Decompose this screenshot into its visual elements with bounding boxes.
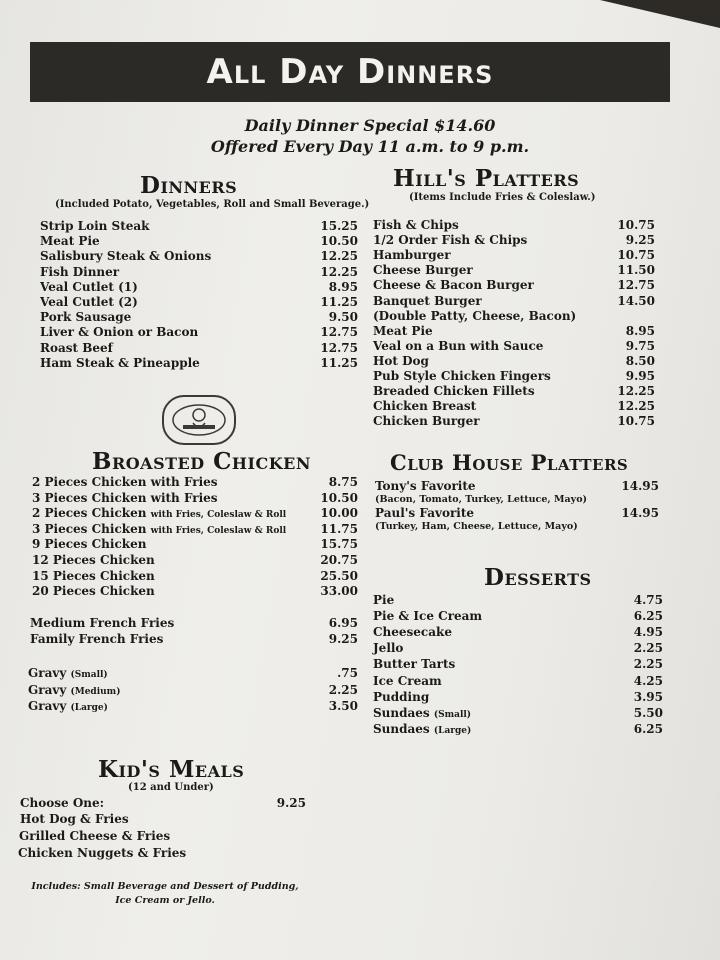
item-price: 8.50 bbox=[625, 353, 655, 368]
item-name bbox=[373, 369, 551, 384]
item-label: Cheese Burger bbox=[373, 263, 473, 278]
kids-option: Chicken Nuggets & Fries bbox=[18, 846, 187, 860]
item-price: 15.25 bbox=[320, 219, 358, 233]
item-label: Medium French Fries bbox=[30, 616, 175, 630]
item-price: 3.95 bbox=[633, 689, 663, 704]
item-label: Pub Style Chicken Fingers bbox=[373, 369, 551, 383]
item-name bbox=[373, 278, 534, 293]
item-name bbox=[373, 399, 476, 414]
item-name bbox=[32, 537, 146, 552]
item-detail: with Fries, Coleslaw & Roll bbox=[150, 525, 287, 536]
dessert-item bbox=[373, 657, 663, 672]
item-name bbox=[40, 295, 138, 310]
item-label: Hot Dog bbox=[373, 353, 429, 368]
item-label: Tony's Favorite bbox=[375, 479, 476, 493]
kids-note bbox=[30, 880, 300, 908]
item-label: Liver & Onion or Bacon bbox=[40, 325, 199, 340]
item-price: 10.75 bbox=[617, 414, 655, 429]
item-label: Hamburger bbox=[373, 248, 451, 263]
item-label: Breaded Chicken Fillets bbox=[373, 384, 535, 399]
item-price: 12.25 bbox=[320, 249, 358, 264]
item-label: Gravy bbox=[28, 682, 67, 697]
item-name bbox=[373, 690, 429, 705]
special-line-2: Offered Every Day 11 a.m. to 9 p.m. bbox=[210, 137, 530, 156]
item-label: Cheesecake bbox=[373, 625, 452, 640]
dinner-item bbox=[40, 341, 358, 356]
item-label: 2 Pieces Chicken bbox=[32, 506, 147, 521]
item-label: Pudding bbox=[373, 689, 430, 704]
item-price: 9.25 bbox=[328, 632, 358, 646]
item-name bbox=[373, 339, 543, 354]
item-label: Gravy bbox=[28, 666, 67, 680]
item-label: Chicken Breast bbox=[373, 399, 477, 414]
dessert-item bbox=[373, 641, 663, 656]
broasted-item bbox=[32, 553, 358, 568]
fries-item bbox=[30, 616, 358, 631]
item-label: Meat Pie bbox=[40, 234, 100, 249]
item-name bbox=[373, 233, 527, 248]
dinners-title: Dinners bbox=[140, 172, 238, 199]
dessert-item bbox=[373, 625, 663, 640]
item-label: Pie & Ice Cream bbox=[373, 609, 483, 624]
item-name bbox=[32, 506, 286, 523]
item-price: 14.95 bbox=[621, 479, 659, 493]
item-label: Ham Steak & Pineapple bbox=[40, 355, 200, 370]
kids-choose-row bbox=[20, 796, 306, 811]
item-price: 2.25 bbox=[633, 641, 663, 656]
item-name bbox=[40, 310, 131, 325]
dessert-item bbox=[373, 706, 663, 723]
item-price: 12.75 bbox=[320, 340, 358, 355]
item-detail: (Small) bbox=[70, 670, 108, 680]
item-label: Sundaes bbox=[373, 705, 430, 720]
item-label: 20 Pieces Chicken bbox=[32, 584, 155, 599]
platter-item bbox=[373, 399, 655, 414]
clubhouse-item-detail: (Turkey, Ham, Cheese, Lettuce, Mayo) bbox=[375, 521, 578, 532]
item-name bbox=[373, 218, 459, 233]
item-label: 9 Pieces Chicken bbox=[32, 537, 147, 552]
item-price: 10.75 bbox=[617, 218, 655, 232]
platter-item bbox=[373, 369, 655, 384]
item-name bbox=[32, 522, 286, 539]
item-price: 3.50 bbox=[328, 699, 358, 713]
kids-note-line-2: Ice Cream or Jello. bbox=[115, 895, 215, 906]
kids-option: Grilled Cheese & Fries bbox=[19, 829, 171, 843]
item-name bbox=[28, 666, 108, 683]
dinner-item bbox=[40, 295, 358, 310]
item-name bbox=[373, 657, 455, 672]
dessert-item bbox=[373, 609, 663, 624]
item-name bbox=[373, 248, 451, 263]
kids-choose-label: Choose One: bbox=[20, 796, 105, 810]
broasted-item bbox=[32, 584, 358, 599]
item-price: 12.75 bbox=[617, 278, 655, 293]
item-label: Chicken Burger bbox=[373, 414, 480, 429]
item-label: 2 Pieces Chicken with Fries bbox=[32, 475, 218, 489]
item-price: 11.25 bbox=[320, 295, 358, 309]
fries-item bbox=[30, 632, 358, 647]
item-name bbox=[40, 219, 150, 234]
item-label: Roast Beef bbox=[40, 340, 113, 355]
kids-option: Hot Dog & Fries bbox=[20, 812, 129, 826]
item-label: 3 Pieces Chicken bbox=[32, 521, 147, 536]
gravy-item bbox=[28, 666, 358, 683]
item-label: 12 Pieces Chicken bbox=[32, 553, 155, 567]
kids-title: Kid's Meals bbox=[98, 756, 245, 783]
item-price: 6.25 bbox=[633, 721, 663, 736]
item-name bbox=[30, 616, 174, 631]
item-price: 10.50 bbox=[320, 234, 358, 249]
platters-title: Hill's Platters bbox=[393, 165, 580, 192]
item-price: .75 bbox=[337, 666, 358, 680]
kids-price: 9.25 bbox=[276, 796, 306, 810]
item-name bbox=[373, 641, 403, 656]
dessert-item bbox=[373, 674, 663, 689]
platter-item bbox=[373, 339, 655, 354]
item-name bbox=[30, 632, 163, 647]
desserts-title: Desserts bbox=[484, 564, 592, 591]
item-price: 12.75 bbox=[320, 325, 358, 340]
dinner-item bbox=[40, 280, 358, 295]
item-detail: (Large) bbox=[433, 725, 472, 736]
item-detail: (Large) bbox=[70, 703, 108, 713]
dinners-subtitle: (Included Potato, Vegetables, Roll and Small Beverage.) bbox=[55, 199, 370, 210]
gravy-item bbox=[28, 683, 358, 700]
kids-subtitle: (12 and Under) bbox=[128, 782, 214, 793]
item-name bbox=[40, 249, 211, 264]
item-label: (Double Patty, Cheese, Bacon) bbox=[373, 308, 577, 323]
special-line-1: Daily Dinner Special $14.60 bbox=[244, 116, 496, 135]
item-name bbox=[32, 569, 155, 584]
item-label: Jello bbox=[373, 641, 404, 656]
broasted-item bbox=[32, 491, 358, 506]
dinner-item bbox=[40, 310, 358, 325]
dessert-item bbox=[373, 593, 663, 608]
clubhouse-title: Club House Platters bbox=[390, 450, 629, 475]
item-price: 9.25 bbox=[625, 233, 655, 248]
item-detail: (Small) bbox=[433, 709, 472, 720]
item-price: 12.25 bbox=[617, 399, 655, 414]
item-name bbox=[40, 325, 198, 340]
clubhouse-item bbox=[375, 479, 659, 494]
platters-subtitle: (Items Include Fries & Coleslaw.) bbox=[409, 192, 596, 203]
dinner-item bbox=[40, 234, 358, 249]
item-label: Salisbury Steak & Onions bbox=[40, 249, 212, 264]
page-title: All Day Dinners bbox=[30, 42, 670, 102]
item-name bbox=[32, 475, 218, 490]
platter-item bbox=[373, 309, 655, 324]
item-price: 6.95 bbox=[328, 616, 358, 630]
platter-item bbox=[373, 278, 655, 293]
platter-item bbox=[373, 354, 655, 369]
dinner-item bbox=[40, 265, 358, 280]
item-price: 10.50 bbox=[320, 490, 358, 505]
item-price: 12.25 bbox=[617, 384, 655, 399]
platter-item bbox=[373, 384, 655, 399]
item-price: 6.25 bbox=[633, 609, 663, 624]
item-name bbox=[373, 294, 482, 309]
platter-item bbox=[373, 414, 655, 429]
dinner-item bbox=[40, 325, 358, 340]
item-name bbox=[32, 584, 155, 599]
item-name bbox=[373, 384, 535, 399]
item-name bbox=[373, 309, 576, 324]
item-name bbox=[373, 414, 480, 429]
item-name bbox=[40, 356, 200, 371]
platter-item bbox=[373, 263, 655, 278]
dessert-item bbox=[373, 722, 663, 739]
item-name bbox=[40, 280, 138, 295]
item-name bbox=[375, 506, 474, 521]
item-price: 4.75 bbox=[633, 593, 663, 607]
item-label: Cheese & Bacon Burger bbox=[373, 278, 534, 293]
item-price: 2.25 bbox=[328, 682, 358, 697]
clubhouse-item-detail: (Bacon, Tomato, Turkey, Lettuce, Mayo) bbox=[375, 494, 588, 505]
item-name bbox=[373, 609, 482, 624]
item-label: Banquet Burger bbox=[373, 293, 482, 308]
item-name bbox=[28, 683, 120, 700]
item-name bbox=[28, 699, 108, 716]
broasted-item bbox=[32, 506, 358, 523]
item-label: Fish Dinner bbox=[40, 264, 120, 279]
item-price: 25.50 bbox=[320, 568, 358, 583]
dinner-item bbox=[40, 249, 358, 264]
dinner-item bbox=[40, 356, 358, 371]
broasted-chicken-logo-icon bbox=[162, 395, 236, 445]
item-label: Paul's Favorite bbox=[375, 506, 475, 520]
item-name bbox=[40, 341, 113, 356]
item-price: 4.95 bbox=[633, 625, 663, 640]
item-price: 12.25 bbox=[320, 264, 358, 279]
item-price: 15.75 bbox=[320, 537, 358, 552]
item-price: 11.25 bbox=[320, 355, 358, 370]
item-name bbox=[373, 324, 433, 339]
item-price: 4.25 bbox=[633, 673, 663, 688]
item-price: 10.00 bbox=[320, 506, 358, 521]
item-detail: with Fries, Coleslaw & Roll bbox=[150, 510, 287, 521]
item-label: 1/2 Order Fish & Chips bbox=[373, 233, 528, 248]
item-price: 9.75 bbox=[625, 338, 655, 353]
item-label: Fish & Chips bbox=[373, 218, 459, 232]
dinner-item bbox=[40, 219, 358, 234]
platter-item bbox=[373, 233, 655, 248]
item-price: 14.50 bbox=[617, 293, 655, 308]
item-price: 9.95 bbox=[625, 369, 655, 383]
item-label: Veal Cutlet (1) bbox=[40, 279, 138, 294]
item-label: Strip Loin Steak bbox=[40, 219, 150, 233]
item-name bbox=[40, 265, 119, 280]
platter-item bbox=[373, 248, 655, 263]
item-label: Family French Fries bbox=[30, 632, 164, 646]
item-label: Veal on a Bun with Sauce bbox=[373, 338, 544, 353]
item-label: Butter Tarts bbox=[373, 657, 456, 672]
broasted-item bbox=[32, 569, 358, 584]
item-label: Sundaes bbox=[373, 721, 430, 736]
item-name bbox=[40, 234, 100, 249]
item-label: 15 Pieces Chicken bbox=[32, 568, 155, 583]
item-name bbox=[373, 722, 471, 739]
platter-item bbox=[373, 294, 655, 309]
item-price: 14.95 bbox=[621, 506, 659, 520]
item-price: 10.75 bbox=[617, 248, 655, 263]
background-corner bbox=[600, 0, 720, 28]
broasted-title: Broasted Chicken bbox=[92, 448, 311, 475]
item-price: 8.95 bbox=[625, 323, 655, 338]
item-price: 11.75 bbox=[320, 521, 358, 536]
item-name bbox=[373, 625, 452, 640]
item-name bbox=[373, 263, 473, 278]
broasted-item bbox=[32, 522, 358, 539]
daily-special bbox=[200, 115, 540, 157]
item-label: Pork Sausage bbox=[40, 310, 132, 325]
item-price: 5.50 bbox=[633, 705, 663, 720]
item-price: 9.50 bbox=[328, 310, 358, 325]
platter-item bbox=[373, 218, 655, 233]
platter-item bbox=[373, 324, 655, 339]
item-price: 11.50 bbox=[617, 263, 655, 278]
item-name bbox=[375, 479, 476, 494]
item-name bbox=[373, 706, 471, 723]
item-name bbox=[373, 674, 442, 689]
item-price: 8.95 bbox=[328, 279, 358, 294]
item-label: Veal Cutlet (2) bbox=[40, 295, 138, 309]
dessert-item bbox=[373, 690, 663, 705]
item-label: Ice Cream bbox=[373, 673, 442, 688]
broasted-item bbox=[32, 537, 358, 552]
item-label: Meat Pie bbox=[373, 323, 433, 338]
kids-note-line-1: Includes: Small Beverage and Dessert of Pudding, bbox=[31, 881, 299, 892]
item-name bbox=[373, 593, 394, 608]
item-price: 2.25 bbox=[633, 657, 663, 672]
item-label: Gravy bbox=[28, 699, 67, 713]
item-name bbox=[373, 354, 429, 369]
item-name bbox=[32, 553, 155, 568]
gravy-item bbox=[28, 699, 358, 716]
item-price: 33.00 bbox=[320, 584, 358, 599]
item-label: 3 Pieces Chicken with Fries bbox=[32, 490, 218, 505]
item-name bbox=[32, 491, 218, 506]
item-price: 8.75 bbox=[328, 475, 358, 489]
clubhouse-item bbox=[375, 506, 659, 521]
broasted-item bbox=[32, 475, 358, 490]
item-price: 20.75 bbox=[320, 553, 358, 567]
item-detail: (Medium) bbox=[70, 686, 121, 697]
item-label: Pie bbox=[373, 593, 395, 607]
